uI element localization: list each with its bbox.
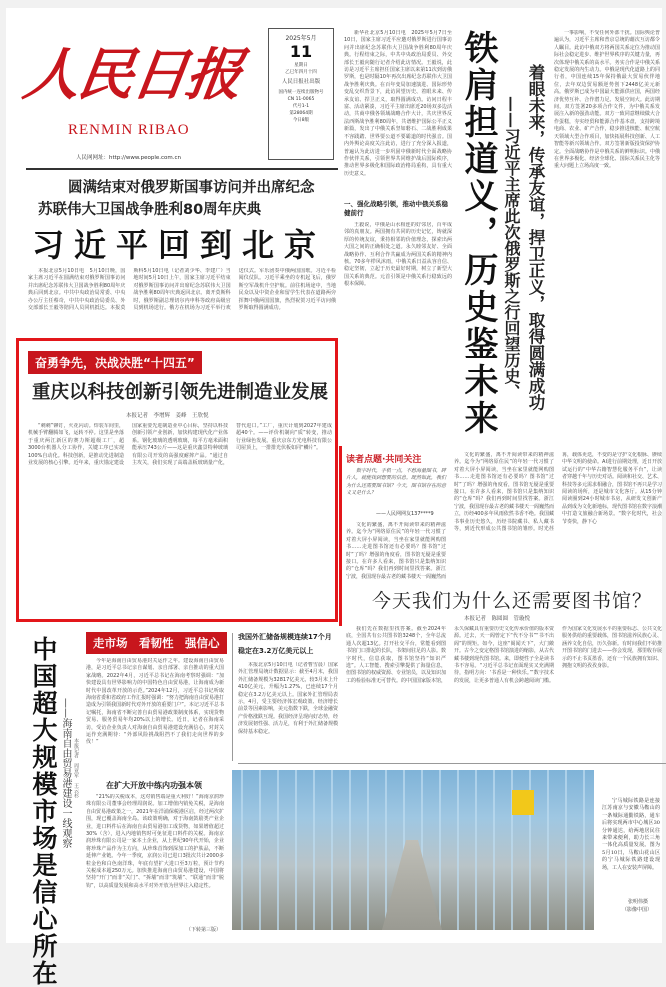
interview-section-heading: 一、强化战略引领，推动中俄关系稳健前行	[344, 200, 448, 217]
hainan-byline: 本报记者 周亚军 王云杉	[73, 738, 79, 798]
divider	[232, 633, 233, 761]
lead-body: 本报北京5月10日电 5月10日晚，国家主席习近平在圆满结束对俄罗斯国事访问并出席纪念苏联伟大卫国战争胜利80周年庆典后回到北京。中共中央政治局常委、中央办公厅主任蔡奇，中共中央政治局委员、外交部部长王毅等陪同人员同机抵达。本报莫斯科5月10日电（记者刘少华、李建广）当地时间5月10日上午，国家主席习近平结束对俄罗斯国事访问并出席纪念苏联伟大卫国战争胜利80周年庆典返回北京。离开莫斯科时，俄罗斯副总理切尔内申科等政府高级官员到机场送行。俄方在机场为习近平举行欢送仪式。军乐团奏中俄两国国歌。习近平检阅仪仗队。习近平乘坐的专机起飞后，俄罗斯空军战机升空护航。前往机场途中，当地民众以及中资企业和留学生代表在道路两旁挥舞中俄两国国旗，热烈祝贺习近平访问俄罗斯取得圆满成功。	[28, 268, 336, 312]
chongqing-byline: 本报记者 李增辉 姜峰 王欣悦	[126, 413, 209, 419]
forex-headline-1[interactable]: 我国外汇储备规模连续17个月	[238, 633, 332, 641]
publisher: 人民日报社出版	[281, 79, 321, 85]
hainan-series-tag: 走市场 看韧性 强信心	[86, 632, 227, 654]
chongqing-body: “刺刺”铆钉，火花闪动。焊装车间里，机械手臂翻腾如飞，运转不停。这里是坐落于重庆两江新区的赛力斯超级工厂，超3000台机器人分工协作，关键工序已实现100%自动化。科技创新，是推动先进制造业发展的核心引擎。近年来，重庆锚定建设国家重要先进制造业中心目标，坚持以科技创新引领产业创新，加快构建现代化产业体系。钢化玻璃的透明玻璃，每平方毫米面积能承压743公斤——这是重庆鑫景特种玻璃有限公司开发的高强度耐摔产品。“通过自主攻关，我们实现了高端盖板玻璃量产化，替代进口。”工厂，重庆计划到2027年建成超40个。——评价机制向“质”转变，推动行业绿色发展。重庆京东方光电科技有限公司屋顶上，一排排光伏板如同“鳞片”。	[28, 423, 332, 467]
hainan-body: 今年是海南自由贸易港封关运作之年。建设海南自由贸易港，是习近平总书记亲自谋划、亲自部署、亲自推动的重大国家战略。2022年4月，习近平总书记在海南考察时强调：“加快建设具有世界影响力的中国特色自由贸易港，让海南成为新时代中国改革开放的示范。”2024年12月，习近平总书记听取海南省委和省政府工作汇报时强调：“努力把海南自由贸易港打造成为引领我国新时代对外开放的重要门户”。本记习近平总书记嘱托，海南省不断完善自由贸易港政策制度体系，实现货物贸易、服务贸易年均20%以上的增长。近日，记者在海南采访，受访企业负责人对海南自由贸易港建设充满信心，对封关运作充满期待：“外部风险挑战阻挡不了我们走向世界的步伐！”	[86, 658, 224, 746]
date-weekday: 星期日	[294, 63, 308, 68]
interview-subhead-2: ——习近平主席此次俄罗斯之行回望历史、	[502, 96, 521, 400]
date-box	[268, 28, 334, 160]
issue-number: 第28064期	[289, 111, 313, 116]
newspaper-front-page	[6, 8, 662, 987]
date-day: 11	[289, 42, 313, 61]
library-column-title: 读者点题·共同关注	[346, 455, 422, 465]
accent-bar	[339, 446, 342, 626]
forex-headline-2[interactable]: 稳定在3.2万亿美元以上	[238, 647, 314, 655]
hainan-subsection: 在扩大开放中练内功强本领	[106, 781, 202, 790]
website-url[interactable]: 人民网网址：http://www.people.com.cn	[76, 155, 181, 161]
masthead-english: RENMIN RIBAO	[68, 122, 190, 138]
series-tag: 奋勇争先，决战决胜“十四五”	[28, 351, 202, 374]
library-body-intro: 文化的繁盛，离不开阅读带来的精神滋养。迄今为“网络原住民”的年轻一代习惯了对着大屏小屏阅读，当坐在家里就能网购图书……走进图书馆还有必要吗？图书馆“过时”了吗？增强的角度看，图书馆无疑是重要接口。在许多人看来，图书馆只是集纳知识的“仓库”吗？我们再到时间里找答案。浙江宁波，我国现存最古老的藏书楼天一阁巍然而	[346, 522, 446, 580]
library-question: 数字时代，手机一点，不愁海量图书，碎片人，就能找到想要的信息。既然如此，我们为什么还需要图书馆？今天，图书馆存在的意义又是什么？	[346, 468, 447, 497]
cn-label: 国内统一连续出版物号	[278, 90, 324, 95]
continued-note: （下转第三版）	[186, 927, 222, 933]
masthead-logo: 人民日报	[19, 42, 245, 108]
library-body-2: 我们先在数据里找答案。截至2024年底，全国共有公共图书馆3248个，全年总流通人次超13亿。打开社交平台，常能看到图书馆门口排起的长队，书架间驻足的人影。数字时代，信息获取，图书馆坚持“知识严选”。人工智能、搜索引擎提供了海量信息，但图书馆的权威资源、专业馆员，以及知识加工的检验标准无可替代。的中国国家版本馆，永久保藏具有重要历史文化传承价值的版本资源。过去，天一阁曾定下“代不分书”“书不出阁”的规矩。如今，这座“阁闻天下”，大门敞开。古今之变定格图书馆演进的缩影，从古代藏书楼到现代图书馆。来，即便性子全是读书书不容易。“习近平总书记直面现实又充满期待，指明方向：‘书香是一种快乐。’”数字技术的发展，让更多普通人有机会跨越阅读门槛。作为国家文化发展水平的重要标志、公共文化服务供给的重要载体，图书馆滋养民族心灵、涵养文化自信，历久弥新。有时间我们不妨推开图书馆的门进去——你会发现，那里收存展示的不止书页墨香，还有一个民族拥有知识、拥抱文明的孜孜身影。	[346, 626, 662, 684]
date-lunar: 乙巳年四月十四	[285, 70, 317, 75]
hainan-headline[interactable]: 中国超大规模市场是信心所在	[29, 636, 58, 987]
page-count: 今日8版	[292, 118, 310, 123]
railway-construction-photo	[232, 770, 594, 930]
interview-body: 新华社北京5月10日电 2025年5月7日至10日，国家主席习近平应邀对俄罗斯进行国事访问并出席纪念苏联伟大卫国战争胜利80周年庆典。行程结束之际，中共中央政治局委员、外交部长王毅向随行记者介绍此访情况。王毅说，此访是习近平主席担任国家主席以来第11次到访俄罗斯，也是时隔10年再次出席纪念苏联伟大卫国战争胜利庆典。在百年变局加速演进、国际形势变乱交织背景下，此访回望历史、着眼未来、传承友谊、捍卫正义，取得圆满成功。访问日程丰富、活动紧凑，习近平主席出席近20场双多边活动，共商中俄各领域战略合作大计，共庆世界反法西斯战争胜利80周年，共谱维护国际公平正义新篇，发出了中俄关系坚如磐石、二战胜利成果不容践踏、世界要公道不要霸道的时代强音。国内外舆论高度关注此访，进行了充分深入报道，普遍认为此访进一步巩固中俄新时代全面战略协作伙伴关系，引领世界共同维护战后国际秩序，推动世界多极化和国际政治格局重构，具有重大历史意义。	[344, 30, 452, 177]
lift-platform	[512, 790, 534, 815]
hainan-body-2: “21%的关税成本，这对销售端是重大利好！”海南京润珍珠有限公司董事会经理周润说。加工增值内销免关税，是海南自由贸易港政策之一，2021年在洋浦保税港区启，经过两次扩围，现已覆盖海南全岛。该政策明确，对于海南鼓励类产业企业，进口料件后在海南自由贸易港加工成货物，如果增值超过30%（含），进入内地销售时可免征进口料件的关税。海南京润珍珠有限公司是一家本土企业，从上世纪90年代开始，企业将珍珠产品作为主方向，从珍珠首饰到深加工的护肤品，不断延伸产业链。今年一季度，京润公司已进口3批次共计2000多粒金色和白色南洋珠，年底有望扩大进口至3万粒，预计节约关税成本超250万元。加快推进海南自由贸易港建设，中国将坚持“开门”而非“关门”、“拆墙”而非“筑墙”、“联通”而非“脱钩”，以高质量发展和高水平对外开放为世界注入稳定性。	[86, 794, 224, 889]
interview-headline: 铁肩担道义，历史鉴未来	[458, 30, 498, 437]
lead-headline[interactable]: 习近平回到北京	[32, 226, 327, 264]
lead-kicker-1: 圆满结束对俄罗斯国事访问并出席纪念	[68, 180, 315, 196]
library-headline[interactable]: 今天我们为什么还需要图书馆？	[372, 590, 653, 612]
railway-track	[382, 840, 442, 930]
issue-code: 代号1-1	[292, 104, 310, 109]
date-year-month: 2025年5月	[285, 35, 317, 42]
library-byline: 本报记者 陈圆圆 管璇悦	[464, 616, 531, 622]
interview-body-2: 王毅说，中俄是山水相连的好邻居，百年成邻的真朋友。两国拥有共同的历史记忆，铸就深厚的传统友谊，秉持相邻的价值理念，探索出两大国之间的正确相处之道。永久睦邻友好、全面战略协作、互利合作共赢成为两国关系的精神内核。70多年栉风沐雨，中俄关系日益从容自信、稳定坚韧，立起于历史最好时期，树立了新型大国关系的典范。元首引领是中俄关系行稳致远的根本保障。	[344, 222, 452, 288]
interview-body-3: 一事影响，不受任何外部干扰。国际舆论普遍认为，习近平主席和普京总统的藉次互访都令人瞩目。此访中俄双方将两国关系定位为推动国际社会稳定进步、维护世界秩序的关键力量，再次体现中俄关系的高水平。务实合作是中俄关系稳定发展的内生动力。中俄是现代化道路上的同行者，中国连续15年保持俄最大贸易伙伴地位，去年双边贸易额逆势创下2448亿美元新高。俄罗斯已成为中国最大能源供应国，两国经济优势互补、合作潜力足、发展空间大。此访期间，双方签署20多项合作文件，为中俄关系发展注入新的强劲动能。双方一致同意继续做大合作蛋糕，夯实经贸和能源合作基本盘，支持跨境电商、农业、矿产合作，稳步推进核能、航空航天领域大型合作项目，加快拓展科技创新、人工智能等新兴领域合作。双方签署新版投资保护协定。全面战略协作是中俄关系的鲜明标识。中俄在世界多极化、经济全球化、国际关系民主化等重大问题上立场高度一致。	[554, 30, 660, 170]
cn-number: CN 11-0065	[287, 97, 315, 102]
chongqing-headline[interactable]: 重庆以科技创新引领先进制造业发展	[32, 382, 329, 403]
photo-caption: 宁马城际铁路是连接江苏南京与安徽马鞍山的一条城际通勤铁路，通车后将实现两市中心城区30分钟通达，给两地居民往来带来便利，助力长三角一体化高质量发展。图为5月10日，马鞍山花山区的宁马城际铁路建设现场，工人在安装声屏障。	[602, 798, 660, 871]
photo-source: （影像中国）	[622, 907, 653, 913]
interview-subhead: 着眼未来，传承友谊，捍卫正义，取得圆满成功	[526, 64, 545, 411]
library-asker: ——人民网网友137****9	[376, 511, 434, 517]
divider	[238, 763, 666, 764]
library-body: 文化的繁盛，离不开阅读带来的精神滋养。迄今为“网络原住民”的年轻一代习惯了对着大屏小屏阅读，当坐在家里就能网购图书……走进图书馆还有必要吗？图书馆“过时”了吗？增强的角度看，图书馆无疑是重要接口。在许多人看来，图书馆只是集纳知识的“仓库”吗？我们再到时间里找答案。浙江宁波，我国现存最古老的藏书楼天一阁巍然而立，历经400多年风雨依然书香不绝。我国藏书事业历史悠久，历经书院藏书、私人藏书等，到近代形成公共图书馆的雏形。时光荏苒，载体更迭，不变的是守护文化根脉、赓续中华文明的使命。AI进行前期处理，近日开放试运行的“中华古籍智慧化服务平台”，让读者穿越千年与历史对话。阅读和社交、艺术、科技等多元需求相融合，图书馆不再只是学习阅读的场所，还是城市文化客厅。从15分钟阅读圈到24小时城市书房，从研发文创新产品到成为文化新地标，现代图书馆在数字浪潮中打造文旅融合新场景。“数字化时代，社会节奏快，静下心	[454, 452, 662, 533]
divider	[26, 168, 338, 170]
lead-kicker-2: 苏联伟大卫国战争胜利80周年庆典	[38, 202, 262, 218]
hainan-subhead: ——海南自由贸易港建设一线观察	[60, 698, 71, 848]
forex-body: 本报北京5月10日电（记者曹雪晨）国家外汇管理局统计数据显示：截至4月末，我国外汇储备规模为32817亿美元，较3月末上升410亿美元，升幅为1.27%，已连续17个月稳定在3.2万亿美元以上。国家外汇管理局表示，4月，受主要经济体宏观政策、经济增长前景等因素影响，美元指数下跌，全球金融资产价格涨跌互现。我国经济呈现向好态势，经济发展韧性强、活力足，有利于外汇储备规模保持基本稳定。	[238, 662, 338, 735]
photo-credit: 张明伟摄	[628, 899, 649, 905]
